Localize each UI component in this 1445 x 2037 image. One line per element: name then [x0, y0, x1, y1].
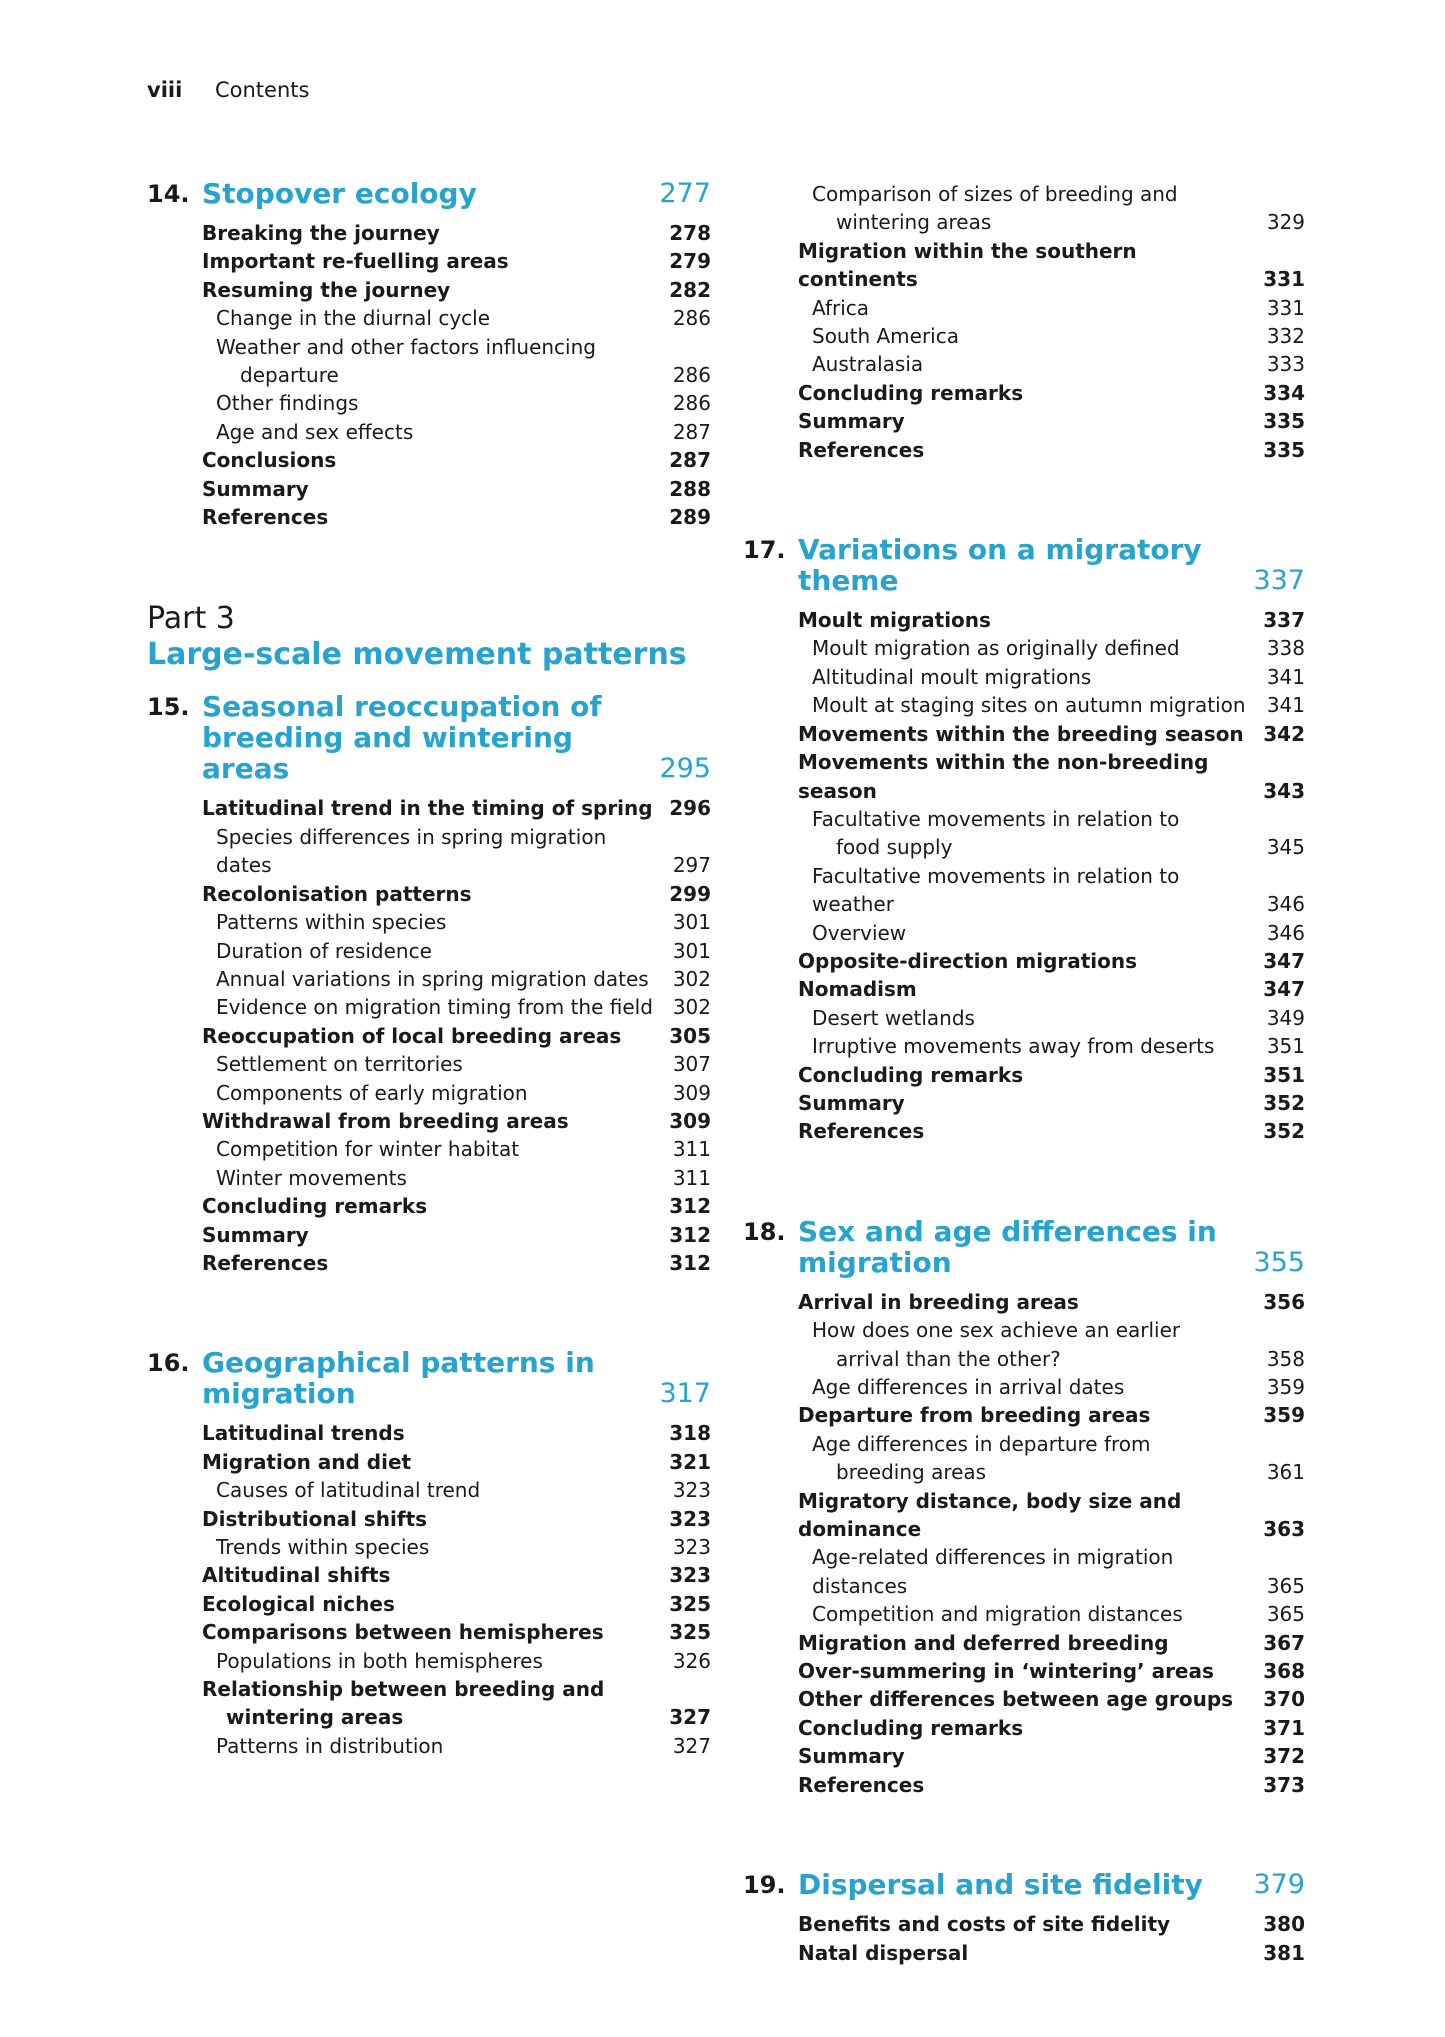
entry-page-number: 302 — [672, 995, 711, 1020]
toc-entry — [202, 1675, 711, 1732]
toc-entry — [798, 805, 1305, 862]
entry-title: Age differences in departure from — [812, 1431, 1151, 1456]
toc-entry — [202, 1107, 711, 1135]
toc-entry — [798, 294, 1305, 322]
toc-entry — [202, 1732, 711, 1760]
chapter-section — [147, 178, 711, 531]
toc-entry — [798, 237, 1305, 294]
entry-page-number: 361 — [1266, 1460, 1305, 1485]
toc-entry — [798, 919, 1305, 947]
chapter-title: migration — [798, 1245, 952, 1279]
entry-title: Weather and other factors influencing — [216, 334, 596, 359]
toc-entry — [798, 1032, 1305, 1060]
entry-page-number: 363 — [1263, 1517, 1305, 1542]
entry-page-number: 337 — [1263, 608, 1305, 633]
entry-page-number: 318 — [669, 1421, 711, 1446]
toc-entry — [202, 1448, 711, 1476]
toc-entry — [798, 606, 1305, 634]
entry-title: South America — [812, 324, 959, 349]
toc-entry — [202, 1249, 711, 1277]
entry-page-number: 327 — [672, 1733, 711, 1758]
entry-page-number: 347 — [1263, 948, 1305, 973]
entry-title: Africa — [812, 295, 870, 320]
toc-entry — [202, 1164, 711, 1192]
chapter-page-number: 355 — [1253, 1246, 1305, 1278]
toc-entry — [798, 1685, 1305, 1713]
entry-page-number: 301 — [672, 938, 711, 963]
toc-entry — [202, 1561, 711, 1589]
entry-page-number: 352 — [1263, 1090, 1305, 1115]
toc-entry — [798, 634, 1305, 662]
entry-title: Other differences between age groups — [798, 1687, 1234, 1712]
entry-title: wintering areas — [226, 1705, 404, 1730]
chapter-page-number: 317 — [659, 1378, 711, 1410]
entry-title: Age-related differences in migration distances — [812, 1545, 1174, 1598]
entry-page-number: 331 — [1263, 267, 1305, 292]
entry-page-number: 332 — [1266, 324, 1305, 349]
entry-title: Change in the diurnal cycle — [216, 306, 491, 331]
chapter-title: Variations on a migratory theme — [798, 533, 1202, 598]
entry-title: Latitudinal trend in the timing of spring — [202, 796, 653, 821]
chapter-number: 19. — [743, 1871, 786, 1900]
entry-title: Populations in both hemispheres — [216, 1648, 543, 1673]
toc-entry — [798, 663, 1305, 691]
entry-title: Summary — [798, 1090, 905, 1115]
entry-title: Species differences in spring migration dates — [216, 824, 607, 878]
chapter-heading — [743, 1216, 1305, 1278]
entry-page-number: 297 — [672, 853, 711, 878]
toc-entry — [202, 1079, 711, 1107]
entry-title: Concluding remarks — [798, 380, 1024, 405]
entry-page-number: 288 — [669, 476, 711, 501]
toc-entry — [798, 1543, 1305, 1600]
toc-entry — [798, 1487, 1305, 1544]
toc-entry — [202, 1647, 711, 1675]
entry-title: References — [202, 505, 329, 530]
toc-right-column — [743, 180, 1305, 2037]
entry-title: Components of early migration — [216, 1080, 528, 1105]
entry-page-number: 331 — [1266, 295, 1305, 320]
entry-title: Other findings — [216, 391, 359, 416]
entry-page-number: 373 — [1263, 1772, 1305, 1797]
toc-entry — [798, 407, 1305, 435]
entry-title: Opposite-direction migrations — [798, 948, 1138, 973]
chapter-section — [743, 534, 1305, 1146]
chapter-section — [147, 691, 711, 1277]
entry-title: Age differences in arrival dates — [812, 1375, 1125, 1399]
toc-entry — [798, 1430, 1305, 1487]
entry-title: breeding areas — [836, 1460, 987, 1485]
toc-entry — [798, 1004, 1305, 1032]
toc-entry — [202, 446, 711, 474]
toc-entry — [798, 1714, 1305, 1742]
entry-page-number: 312 — [669, 1194, 711, 1219]
chapter-section — [147, 1347, 711, 1760]
toc-entry — [202, 1419, 711, 1447]
entry-page-number: 327 — [669, 1705, 711, 1730]
toc-entry — [798, 1910, 1305, 1938]
chapter-page-number: 379 — [1253, 1869, 1305, 1901]
toc-entry — [202, 276, 711, 304]
entry-title: Migratory distance, body size and dominance — [798, 1488, 1182, 1542]
entry-page-number: 286 — [672, 306, 711, 331]
entry-title: Relationship between breeding and — [202, 1677, 605, 1702]
entry-title: Summary — [798, 1744, 905, 1769]
entry-page-number: 352 — [1263, 1119, 1305, 1144]
toc-entry — [798, 1629, 1305, 1657]
entry-title: Concluding remarks — [798, 1062, 1024, 1087]
entry-title: Migration and diet — [202, 1449, 412, 1474]
toc-entry — [202, 1135, 711, 1163]
entry-page-number: 367 — [1263, 1630, 1305, 1655]
entry-title: Nomadism — [798, 977, 917, 1002]
entry-title: Annual variations in spring migration dates — [216, 966, 649, 991]
entry-page-number: 365 — [1266, 1573, 1305, 1598]
entry-page-number: 351 — [1266, 1034, 1305, 1059]
entry-title: Ecological niches — [202, 1591, 395, 1616]
entry-page-number: 279 — [669, 249, 711, 274]
entry-title: Patterns in distribution — [216, 1733, 444, 1758]
chapter-heading — [743, 1869, 1305, 1900]
entry-page-number: 359 — [1266, 1375, 1305, 1399]
entry-page-number: 372 — [1263, 1744, 1305, 1769]
entry-title: Altitudinal shifts — [202, 1563, 391, 1588]
entry-page-number: 334 — [1263, 380, 1305, 405]
entry-page-number: 312 — [669, 1222, 711, 1247]
entry-title: Resuming the journey — [202, 277, 451, 302]
entry-title: References — [798, 1119, 925, 1144]
entry-title: Summary — [202, 476, 309, 501]
entry-title: Movements within the breeding season — [798, 721, 1244, 746]
entry-page-number: 359 — [1263, 1403, 1305, 1428]
chapter-title: Dispersal and site fidelity — [798, 1868, 1203, 1902]
toc-entry — [202, 304, 711, 332]
entry-title: Arrival in breeding areas — [798, 1289, 1079, 1314]
entry-page-number: 287 — [672, 419, 711, 444]
chapter-title: Stopover ecology — [202, 177, 477, 210]
toc-entry — [798, 947, 1305, 975]
entry-list — [147, 219, 711, 531]
chapter-heading — [147, 1347, 711, 1409]
chapter-title: Sex and age differences in — [798, 1214, 1217, 1248]
entry-page-number: 358 — [1266, 1346, 1305, 1371]
toc-entry — [798, 1316, 1305, 1373]
toc-entry — [798, 748, 1305, 805]
entry-page-number: 335 — [1263, 409, 1305, 434]
entry-title: Benefits and costs of site fidelity — [798, 1912, 1171, 1937]
entry-list — [743, 1910, 1305, 1967]
toc-entry — [202, 1192, 711, 1220]
toc-entry — [202, 823, 711, 880]
entry-page-number: 370 — [1263, 1687, 1305, 1712]
entry-page-number: 343 — [1263, 778, 1305, 803]
entry-title: Summary — [798, 409, 905, 434]
entry-title: Important re-fuelling areas — [202, 249, 509, 274]
entry-title: Latitudinal trends — [202, 1421, 405, 1446]
entry-title: wintering areas — [836, 210, 992, 235]
entry-title: Migration within the southern continents — [798, 238, 1137, 292]
entry-title: Facultative movements in relation to — [812, 806, 1180, 831]
entry-page-number: 286 — [672, 391, 711, 416]
entry-page-number: 338 — [1266, 636, 1305, 661]
toc-entry — [202, 794, 711, 822]
entry-page-number: 323 — [672, 1478, 711, 1503]
toc-entry — [798, 1742, 1305, 1770]
toc-entry — [798, 975, 1305, 1003]
entry-page-number: 341 — [1266, 693, 1305, 718]
entry-title: Competition and migration distances — [812, 1602, 1183, 1627]
toc-entry — [798, 691, 1305, 719]
toc-entry — [798, 1401, 1305, 1429]
entry-page-number: 309 — [672, 1080, 711, 1105]
entry-title: Overview — [812, 920, 907, 945]
entry-title: Evidence on migration timing from the field — [216, 995, 653, 1020]
entry-title: Desert wetlands — [812, 1005, 975, 1030]
toc-entry — [798, 1117, 1305, 1145]
entry-page-number: 311 — [672, 1137, 711, 1162]
chapter-title: Seasonal reoccupation of — [202, 690, 602, 724]
part-heading — [147, 601, 711, 673]
chapter-title: Geographical patterns in — [202, 1346, 595, 1380]
entry-title: departure — [240, 363, 339, 388]
toc-entry — [202, 880, 711, 908]
entry-page-number: 356 — [1263, 1289, 1305, 1314]
entry-title: Distributional shifts — [202, 1506, 428, 1531]
chapter-section — [743, 1869, 1305, 1967]
entry-list — [743, 1288, 1305, 1799]
chapter-heading — [743, 534, 1305, 596]
chapter-page-number: 277 — [659, 178, 711, 209]
toc-entry — [202, 1221, 711, 1249]
toc-entry — [798, 1939, 1305, 1967]
entry-title: Reoccupation of local breeding areas — [202, 1023, 622, 1048]
chapter-heading — [147, 178, 711, 209]
entry-title: Concluding remarks — [202, 1194, 428, 1219]
entry-page-number: 345 — [1266, 835, 1305, 860]
part-title: Large-scale movement patterns — [147, 637, 687, 673]
toc-entry — [798, 720, 1305, 748]
toc-entry — [798, 379, 1305, 407]
entry-title: Settlement on territories — [216, 1052, 463, 1077]
entry-page-number: 333 — [1266, 352, 1305, 377]
entry-list — [743, 606, 1305, 1146]
toc-entry — [798, 350, 1305, 378]
entry-title: Recolonisation patterns — [202, 881, 472, 906]
toc-entry — [202, 1505, 711, 1533]
toc-entry — [202, 1476, 711, 1504]
toc-entry — [202, 993, 711, 1021]
entry-title: Winter movements — [216, 1165, 407, 1190]
entry-page-number: 365 — [1266, 1602, 1305, 1627]
chapter-number: 17. — [743, 536, 786, 565]
entry-title: Altitudinal moult migrations — [812, 664, 1092, 689]
entry-title: Moult migrations — [798, 608, 991, 633]
toc-left-column — [147, 178, 711, 1830]
entry-page-number: 296 — [669, 796, 711, 821]
entry-page-number: 287 — [669, 448, 711, 473]
chapter-page-number: 337 — [1253, 565, 1305, 597]
toc-entry — [798, 1373, 1305, 1401]
entry-page-number: 329 — [1266, 210, 1305, 235]
toc-entry — [202, 247, 711, 275]
entry-title: Trends within species — [216, 1535, 430, 1559]
entry-list — [743, 180, 1305, 464]
entry-page-number: 349 — [1266, 1005, 1305, 1030]
entry-title: food supply — [836, 835, 953, 860]
entry-list — [147, 1419, 711, 1760]
entry-page-number: 323 — [669, 1506, 711, 1531]
running-head — [147, 78, 309, 102]
entry-page-number: 289 — [669, 505, 711, 530]
entry-page-number: 312 — [669, 1250, 711, 1275]
entry-title: Irruptive movements away from deserts — [812, 1034, 1215, 1059]
toc-entry — [202, 418, 711, 446]
entry-title: Causes of latitudinal trend — [216, 1478, 481, 1503]
entry-page-number: 346 — [1266, 892, 1305, 917]
entry-page-number: 368 — [1263, 1659, 1305, 1684]
entry-title: Facultative movements in relation to weather — [812, 863, 1180, 917]
entry-page-number: 282 — [669, 277, 711, 302]
entry-page-number: 307 — [672, 1052, 711, 1077]
toc-entry — [202, 1618, 711, 1646]
chapter-number: 16. — [147, 1349, 190, 1378]
entry-title: References — [798, 437, 925, 462]
entry-page-number: 325 — [669, 1591, 711, 1616]
chapter-number: 14. — [147, 180, 190, 208]
entry-title: Moult migration as originally defined — [812, 636, 1180, 661]
page-folio: viii — [147, 78, 183, 102]
toc-entry — [202, 333, 711, 390]
toc-entry — [798, 1657, 1305, 1685]
entry-title: Departure from breeding areas — [798, 1403, 1151, 1428]
entry-title: Withdrawal from breeding areas — [202, 1108, 569, 1133]
toc-entry — [202, 1050, 711, 1078]
toc-entry — [202, 965, 711, 993]
entry-title: Competition for winter habitat — [216, 1137, 520, 1162]
entry-title: Natal dispersal — [798, 1940, 969, 1965]
entry-page-number: 311 — [672, 1165, 711, 1190]
chapter-title: breeding and wintering areas — [202, 721, 573, 786]
toc-entry — [798, 322, 1305, 350]
entry-title: arrival than the other? — [836, 1346, 1061, 1371]
entry-page-number: 371 — [1263, 1715, 1305, 1740]
entry-title: Comparisons between hemispheres — [202, 1620, 604, 1645]
toc-entry — [202, 219, 711, 247]
toc-entry — [202, 503, 711, 531]
entry-title: Duration of residence — [216, 938, 432, 963]
entry-page-number: 323 — [672, 1535, 711, 1559]
entry-page-number: 323 — [669, 1563, 711, 1588]
running-head-label: Contents — [214, 78, 310, 102]
entry-page-number: 351 — [1263, 1062, 1305, 1087]
entry-page-number: 380 — [1263, 1912, 1305, 1937]
entry-title: Concluding remarks — [798, 1715, 1024, 1740]
entry-title: References — [202, 1250, 329, 1275]
entry-title: Conclusions — [202, 448, 337, 473]
entry-title: Breaking the journey — [202, 221, 440, 245]
part-label: Part 3 — [147, 601, 235, 637]
chapter-page-number: 295 — [659, 753, 711, 785]
entry-title: Australasia — [812, 352, 924, 377]
toc-entry — [798, 1288, 1305, 1316]
toc-entry — [202, 475, 711, 503]
entry-title: How does one sex achieve an earlier — [812, 1318, 1181, 1343]
entry-page-number: 326 — [672, 1648, 711, 1673]
entry-page-number: 309 — [669, 1108, 711, 1133]
toc-entry — [798, 1089, 1305, 1117]
toc-entry — [798, 1600, 1305, 1628]
entry-title: Summary — [202, 1222, 309, 1247]
toc-entry — [202, 908, 711, 936]
entry-page-number: 335 — [1263, 437, 1305, 462]
entry-title: Comparison of sizes of breeding and — [812, 182, 1178, 206]
entry-title: References — [798, 1772, 925, 1797]
chapter-title: migration — [202, 1377, 356, 1411]
entry-page-number: 381 — [1263, 1940, 1305, 1965]
toc-entry — [798, 1061, 1305, 1089]
entry-list — [147, 794, 711, 1277]
toc-entry — [798, 436, 1305, 464]
toc-entry — [798, 1771, 1305, 1799]
toc-entry — [202, 1533, 711, 1561]
entry-page-number: 286 — [672, 363, 711, 388]
chapter-number: 18. — [743, 1217, 786, 1246]
entry-page-number: 301 — [672, 910, 711, 935]
toc-entry — [798, 862, 1305, 919]
entry-page-number: 302 — [672, 966, 711, 991]
toc-entry — [798, 180, 1305, 237]
entry-title: Migration and deferred breeding — [798, 1630, 1169, 1655]
chapter-number: 15. — [147, 693, 190, 722]
entry-title: Patterns within species — [216, 910, 447, 935]
toc-entry — [202, 937, 711, 965]
toc-entry — [202, 389, 711, 417]
entry-page-number: 305 — [669, 1023, 711, 1048]
entry-page-number: 341 — [1266, 664, 1305, 689]
entry-page-number: 342 — [1263, 721, 1305, 746]
entry-page-number: 346 — [1266, 920, 1305, 945]
entry-title: Moult at staging sites on autumn migration — [812, 693, 1246, 718]
entry-title: Movements within the non-breeding season — [798, 750, 1209, 803]
entry-page-number: 299 — [669, 881, 711, 906]
chapter-heading — [147, 691, 711, 784]
toc-entry — [202, 1590, 711, 1618]
entry-page-number: 325 — [669, 1620, 711, 1645]
toc-entry — [202, 1022, 711, 1050]
entry-page-number: 278 — [669, 221, 711, 245]
entry-page-number: 321 — [669, 1449, 711, 1474]
entry-title: Over-summering in ‘wintering’ areas — [798, 1659, 1214, 1684]
entry-page-number: 347 — [1263, 977, 1305, 1002]
chapter-continuation — [743, 180, 1305, 464]
entry-title: Age and sex effects — [216, 419, 414, 444]
chapter-section — [743, 1216, 1305, 1799]
